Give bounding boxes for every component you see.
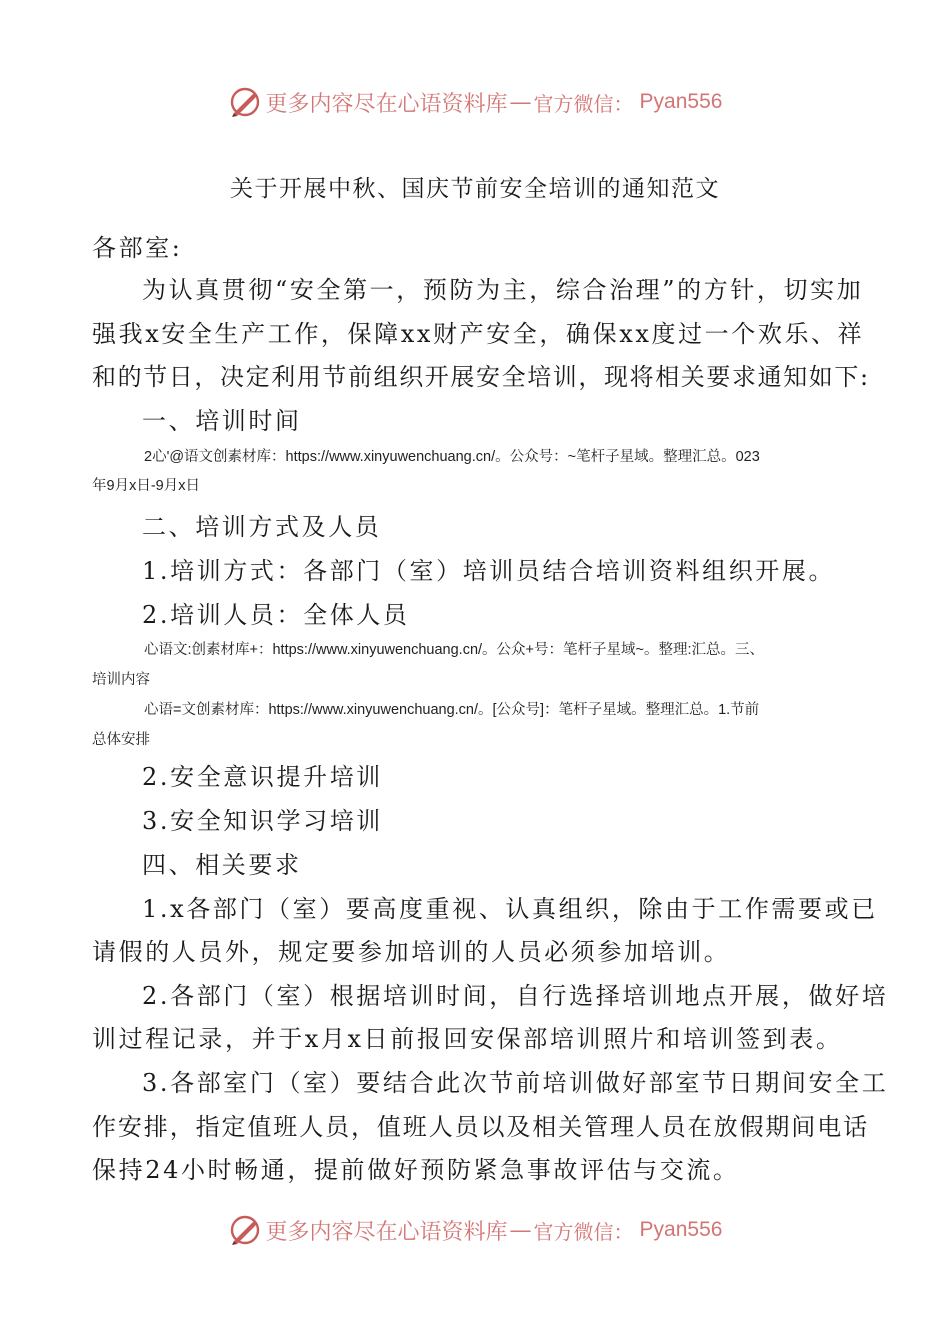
header-banner bbox=[0, 82, 950, 122]
banner-text: 更多内容尽在心语资料库 bbox=[265, 1219, 508, 1245]
requirement-line: 3.各部室门（室）要结合此次节前培训做好部室节日期间安全工 bbox=[142, 1069, 889, 1097]
section-heading-method: 二、培训方式及人员 bbox=[142, 513, 382, 541]
pen-logo-icon bbox=[228, 85, 262, 119]
requirement-line: 1.x各部门（室）要高度重视、认真组织，除由于工作需要或已 bbox=[142, 895, 878, 923]
requirement-line: 作安排，指定值班人员，值班人员以及相关管理人员在放假期间电话 bbox=[92, 1113, 869, 1141]
intro-line: 为认真贯彻“安全第一，预防为主，综合治理”的方针，切实加 bbox=[142, 276, 864, 304]
intro-line: 强我x安全生产工作，保障xx财产安全，确保xx度过一个欢乐、祥 bbox=[92, 320, 865, 348]
requirement-line: 请假的人员外，规定要参加培训的人员必须参加培训。 bbox=[92, 938, 731, 966]
content-item: 3.安全知识学习培训 bbox=[142, 807, 383, 835]
requirement-line: 训过程记录，并于x月x日前报回安保部培训照片和培训签到表。 bbox=[92, 1025, 843, 1053]
section-heading-requirements: 四、相关要求 bbox=[142, 851, 302, 879]
banner-text: 更多内容尽在心语资料库 bbox=[265, 91, 508, 117]
content-item: 2.安全意识提升培训 bbox=[142, 763, 383, 791]
intro-line: 和的节日，决定利用节前组织开展安全培训，现将相关要求通知如下: bbox=[92, 363, 870, 391]
watermark-line: 心语文:创素材库+：https://www.xinyuwenchuang.cn/。公众+号：笔杆子星域~。整理:汇总。三、 bbox=[144, 642, 765, 658]
document-title: 关于开展中秋、国庆节前安全培训的通知范文 bbox=[230, 176, 720, 202]
training-date: 年9月x日-9月x日 bbox=[92, 478, 200, 494]
watermark-line: 心语=文创素材库：https://www.xinyuwenchuang.cn/。[公众号]：笔杆子星域。整理汇总。1.节前 bbox=[144, 702, 760, 718]
salutation: 各部室: bbox=[92, 234, 183, 262]
banner-wechat-label: 官方微信： bbox=[533, 91, 634, 116]
method-item: 1.培训方式：各部门（室）培训员结合培训资料组织开展。 bbox=[142, 557, 836, 585]
banner-wechat-id: Pyan556 bbox=[639, 1218, 723, 1241]
pen-logo-icon bbox=[228, 1213, 262, 1247]
banner-wechat-label: 官方微信： bbox=[533, 1219, 634, 1244]
requirement-line: 2.各部门（室）根据培训时间，自行选择培训地点开展，做好培 bbox=[142, 982, 889, 1010]
method-item: 2.培训人员：全体人员 bbox=[142, 601, 410, 629]
section-heading-content: 培训内容 bbox=[92, 672, 150, 688]
content-item: 总体安排 bbox=[92, 732, 150, 748]
banner-separator: — bbox=[509, 89, 532, 115]
requirement-line: 保持24小时畅通，提前做好预防紧急事故评估与交流。 bbox=[92, 1156, 740, 1184]
banner-separator: — bbox=[509, 1217, 532, 1243]
section-heading-time: 一、培训时间 bbox=[142, 407, 302, 435]
watermark-line: 2心'@语文创素材库：https://www.xinyuwenchuang.cn/。公众号：~笔杆子星域。整理汇总。023 bbox=[144, 449, 760, 465]
banner-wechat-id: Pyan556 bbox=[639, 90, 723, 113]
footer-banner bbox=[0, 1210, 950, 1250]
